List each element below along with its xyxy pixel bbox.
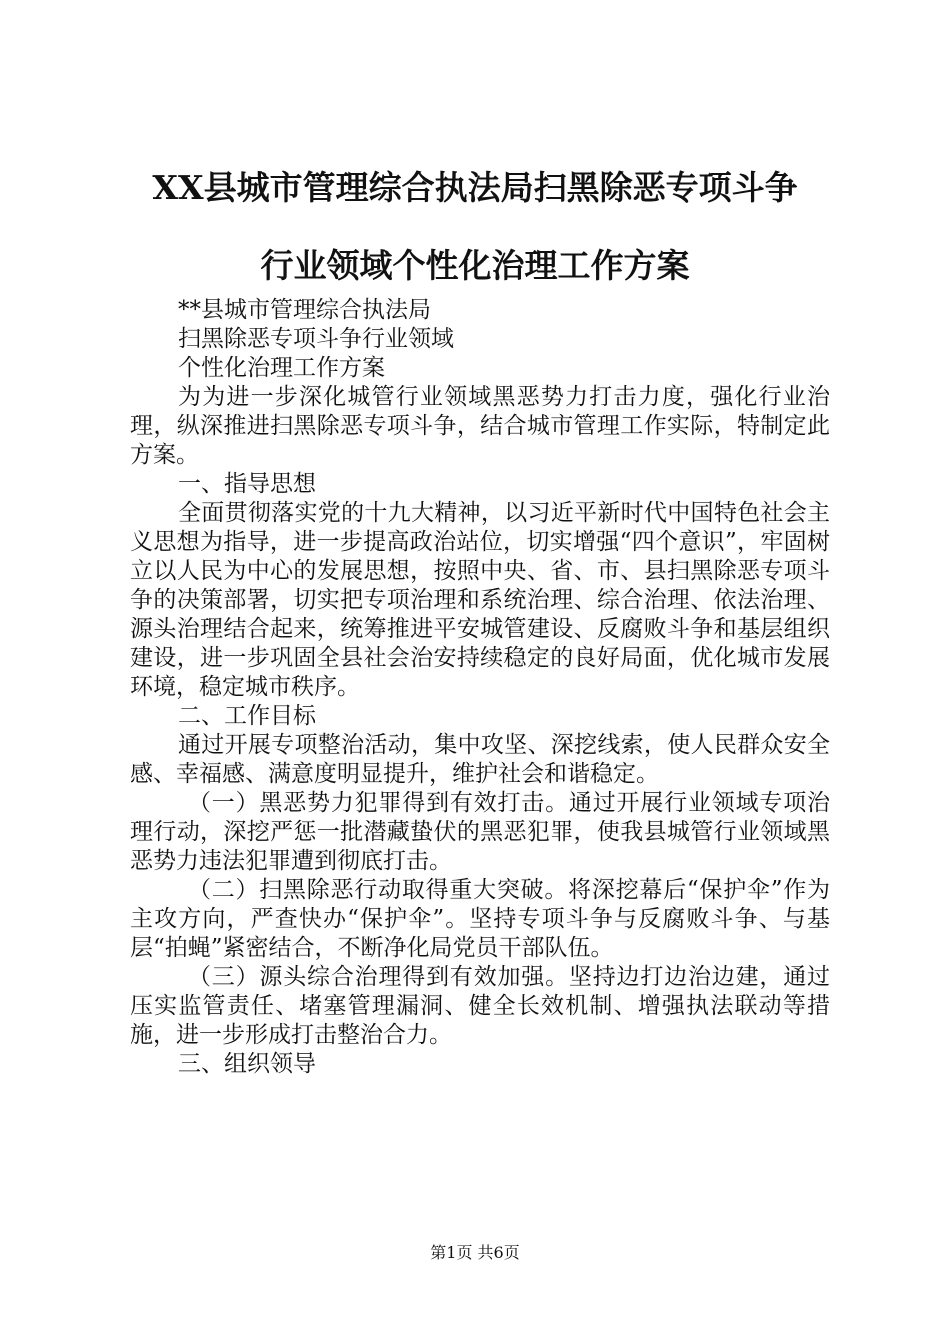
section-paragraph-2: 通过开展专项整治活动，集中攻坚、深挖线索，使人民群众安全感、幸福感、满意度明显提升，维护社会和谐稳定。 <box>130 732 830 787</box>
section-paragraph-1: 全面贯彻落实党的十九大精神，以习近平新时代中国特色社会主义思想为指导，进一步提高政治站位，切实增强“四个意识”，牢固树立以人民为中心的发展思想，按照中央、省、市、县扫黑除恶专项斗争的决策部署，切实把专项治理和系统治理、综合治理、依法治理、源头治理结合起来，统筹推进平安城管建设、反腐败斗争和基层组织建设，进一步巩固全县社会治安持续稳定的良好局面，优化城市发展环境，稳定城市秩序。 <box>130 500 830 700</box>
issuer-line: **县城市管理综合执法局 <box>178 297 431 323</box>
page-footer: 第1页 共6页 <box>430 1243 520 1262</box>
document-body <box>130 296 830 1079</box>
intro-paragraph: 为为进一步深化城管行业领域黑恶势力打击力度，强化行业治理，纵深推进扫黑除恶专项斗争，结合城市管理工作实际，特制定此方案。 <box>130 384 830 468</box>
document-title-line-2: 行业领域个性化治理工作方案 <box>260 246 690 285</box>
subtitle-line-1: 扫黑除恶专项斗争行业领域 <box>178 326 454 352</box>
section-heading-3: 三、组织领导 <box>178 1051 316 1077</box>
section-heading-2: 二、工作目标 <box>178 703 316 729</box>
goal-item-3: （三）源头综合治理得到有效加强。坚持边打边治边建，通过压实监管责任、堵塞管理漏洞、健全长效机制、增强执法联动等措施，进一步形成打击整治合力。 <box>130 964 830 1048</box>
document-title-line-1: XX县城市管理综合执法局扫黑除恶专项斗争 <box>152 168 798 207</box>
goal-item-1: （一）黑恶势力犯罪得到有效打击。通过开展行业领域专项治理行动，深挖严惩一批潜藏蛰伏的黑恶犯罪，使我县城管行业领域黑恶势力违法犯罪遭到彻底打击。 <box>130 790 830 874</box>
subtitle-line-2: 个性化治理工作方案 <box>178 355 385 381</box>
goal-item-2: （二）扫黑除恶行动取得重大突破。将深挖幕后“保护伞”作为主攻方向，严查快办“保护伞”。坚持专项斗争与反腐败斗争、与基层“拍蝇”紧密结合，不断净化局党员干部队伍。 <box>130 877 830 961</box>
section-heading-1: 一、指导思想 <box>178 471 316 497</box>
